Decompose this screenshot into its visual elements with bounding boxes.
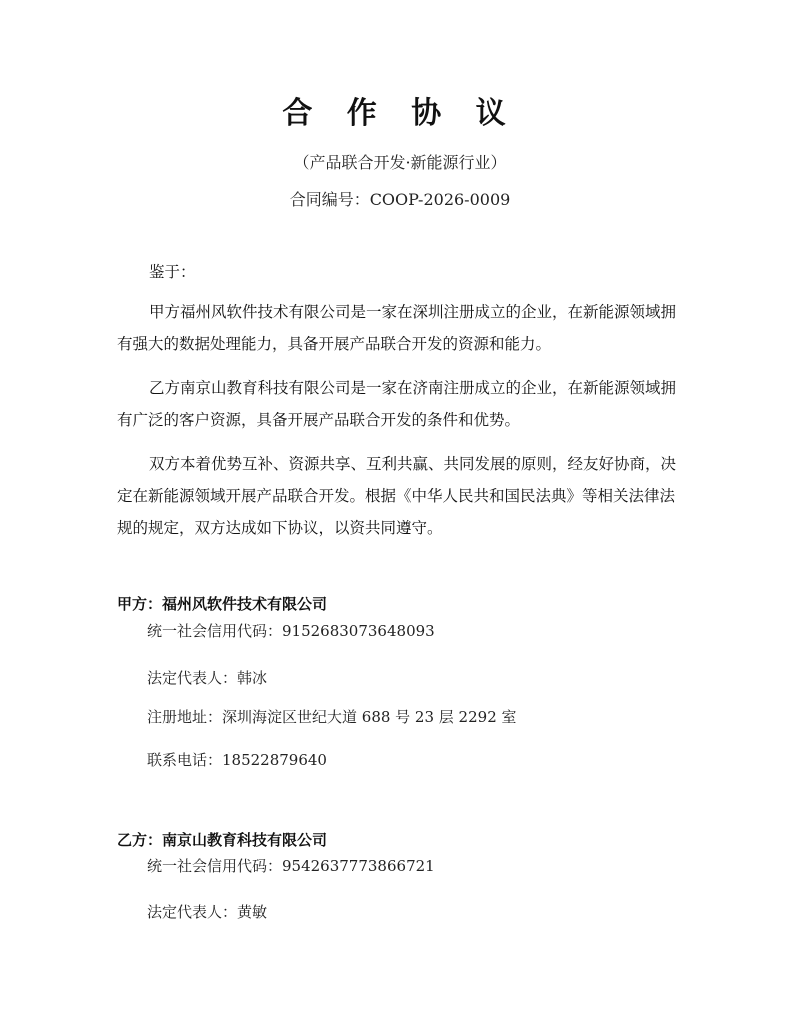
whereas-text: 鉴于： [149,263,196,281]
party-b-credit-code: 统一社会信用代码：9542637773866721 [147,857,435,875]
whereas-label [117,256,687,288]
party-a-credit-code: 统一社会信用代码：9152683073648093 [147,622,435,640]
recital-party-a-text: 甲方福州风软件技术有限公司是一家在深圳注册成立的企业，在新能源领域拥有强大的数据处理能力，具备开展产品联合开发的资源和能力。 [117,303,677,353]
contract-number: 合同编号：COOP-2026-0009 [289,190,511,209]
document-subtitle: （产品联合开发·新能源行业） [293,153,507,172]
party-b-legal-rep: 法定代表人：黄敏 [147,903,268,921]
recital-party-b [117,372,687,436]
party-a-legal-rep: 法定代表人：韩冰 [147,669,268,687]
recital-agreement [117,448,687,544]
recital-party-a [117,296,687,360]
party-a-phone: 联系电话：18522879640 [147,751,327,769]
party-a-address: 注册地址：深圳海淀区世纪大道 688 号 23 层 2292 室 [147,708,517,726]
party-a-heading: 甲方：福州风软件技术有限公司 [117,595,328,613]
document-title: 合 作 协 议 [282,96,518,131]
party-b-heading: 乙方：南京山教育科技有限公司 [117,831,328,849]
recital-agreement-text: 双方本着优势互补、资源共享、互利共赢、共同发展的原则，经友好协商，决定在新能源领域开展产品联合开发。根据《中华人民共和国民法典》等相关法律法规的规定，双方达成如下协议，以资共同遵守。 [117,455,677,537]
recital-party-b-text: 乙方南京山教育科技有限公司是一家在济南注册成立的企业，在新能源领域拥有广泛的客户资源，具备开展产品联合开发的条件和优势。 [117,379,677,429]
